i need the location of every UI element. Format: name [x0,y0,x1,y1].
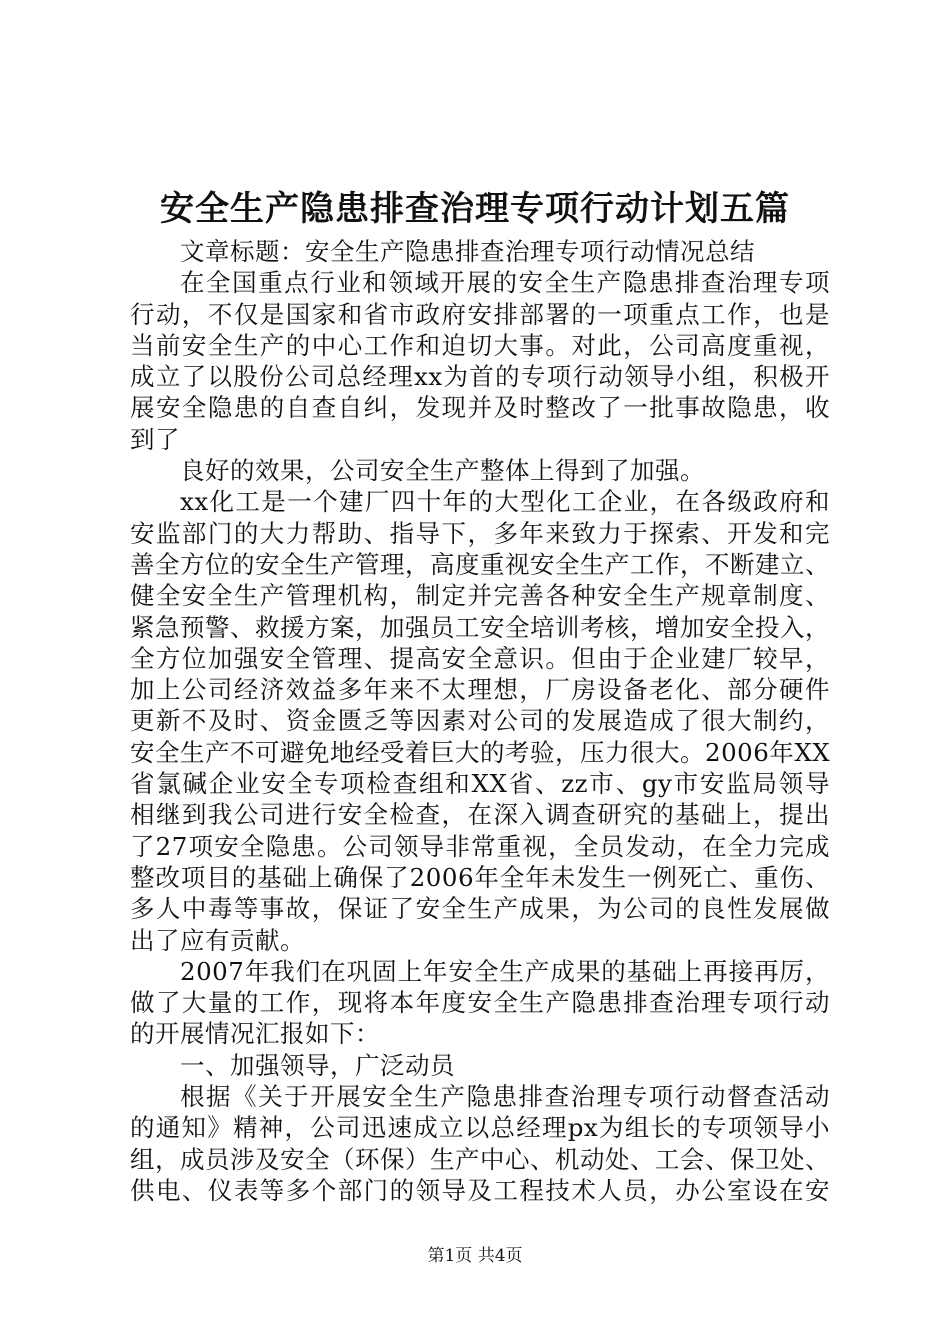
body-line: 组，成员涉及安全（环保）生产中心、机动处、工会、保卫处、 [130,1144,830,1174]
body-line: 良好的效果，公司安全生产整体上得到了加强。 [180,456,705,486]
document-body [130,236,830,1206]
body-line: 加上公司经济效益多年来不太理想，厂房设备老化、部分硬件 [130,675,830,705]
body-line: 行动，不仅是国家和省市政府安排部署的一项重点工作，也是 [130,299,830,329]
body-line: 健全安全生产管理机构，制定并完善各种安全生产规章制度、 [130,581,830,611]
body-line: 了27项安全隐患。公司领导非常重视，全员发动，在全力完成 [130,831,830,861]
body-line: 文章标题：安全生产隐患排查治理专项行动情况总结 [180,237,755,266]
body-line: 全方位加强安全管理、提高安全意识。但由于企业建厂较早， [130,643,830,673]
body-line: 供电、仪表等多个部门的领导及工程技术人员，办公室设在安 [130,1175,830,1205]
body-line: 的通知》精神，公司迅速成立以总经理px为组长的专项领导小 [130,1113,830,1143]
document-title: 安全生产隐患排查治理专项行动计划五篇 [160,189,790,229]
body-line: 安全生产不可避免地经受着巨大的考验，压力很大。2006年XX [130,737,830,767]
body-line: 到了 [130,424,180,454]
body-line: 2007年我们在巩固上年安全生产成果的基础上再接再厉， [180,956,830,986]
body-line: 一、加强领导，广泛动员 [180,1050,455,1080]
body-line: 省氯碱企业安全专项检查组和XX省、zz市、gy市安监局领导 [130,769,830,799]
body-line: 多人中毒等事故，保证了安全生产成果，为公司的良性发展做 [130,894,830,924]
body-line: 当前安全生产的中心工作和迫切大事。对此，公司高度重视， [130,330,830,360]
body-line: 做了大量的工作，现将本年度安全生产隐患排查治理专项行动 [130,988,830,1018]
page-footer: 第1页 共4页 [427,1246,523,1266]
body-line: xx化工是一个建厂四十年的大型化工企业，在各级政府和 [180,487,830,517]
body-line: 整改项目的基础上确保了2006年全年未发生一例死亡、重伤、 [130,862,830,892]
body-line: 善全方位的安全生产管理，高度重视安全生产工作，不断建立、 [130,549,830,579]
body-line: 出了应有贡献。 [130,925,305,955]
body-line: 展安全隐患的自查自纠，发现并及时整改了一批事故隐患，收 [130,393,830,423]
body-line: 的开展情况汇报如下： [130,1019,380,1049]
body-line: 安监部门的大力帮助、指导下，多年来致力于探索、开发和完 [130,518,830,548]
body-line: 紧急预警、救援方案，加强员工安全培训考核，增加安全投入， [130,612,830,642]
body-line: 更新不及时、资金匮乏等因素对公司的发展造成了很大制约， [130,706,830,736]
body-line: 相继到我公司进行安全检查，在深入调查研究的基础上，提出 [130,800,830,830]
body-line: 成立了以股份公司总经理xx为首的专项行动领导小组，积极开 [130,362,830,392]
body-line: 根据《关于开展安全生产隐患排查治理专项行动督查活动 [180,1082,830,1112]
body-line: 在全国重点行业和领域开展的安全生产隐患排查治理专项 [180,268,830,298]
